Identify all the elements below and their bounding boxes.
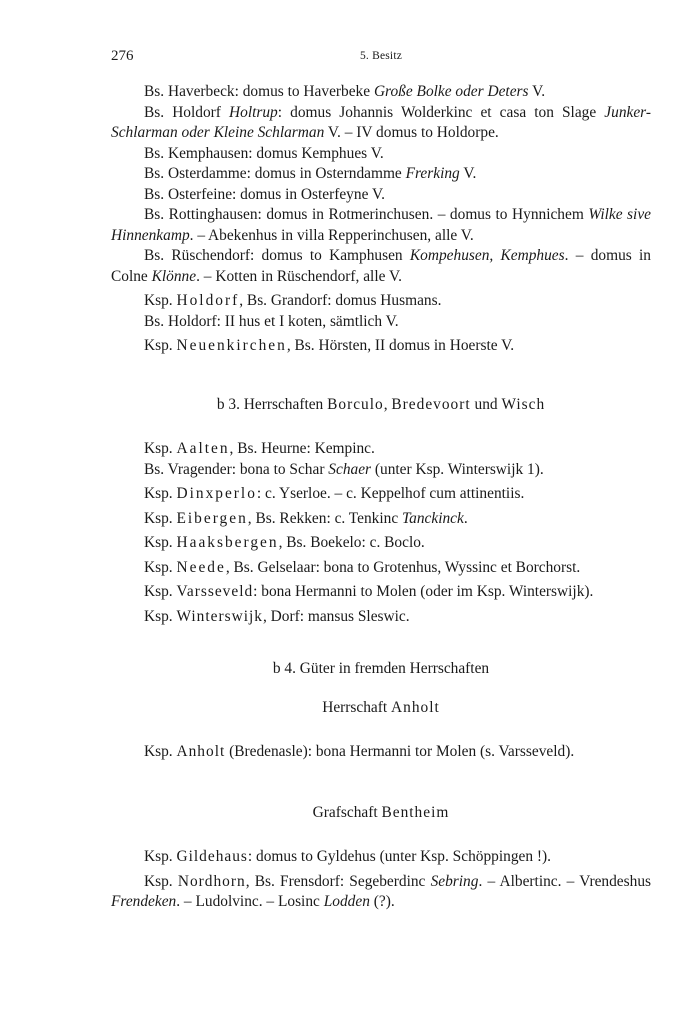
place-name: Neuenkirchen	[176, 337, 287, 354]
place-name: Holdorf	[176, 292, 240, 309]
entry-vragender: Bs. Vragender: bona to Schar Schaer (unter Ksp. Winterswijk 1).	[144, 460, 544, 478]
entry-aalten: Ksp. Aalten, Bs. Heurne: Kempinc.	[144, 440, 375, 457]
entry-neuenkirchen: Ksp. Neuenkirchen, Bs. Hörsten, II domus in Hoerste V.	[144, 337, 515, 354]
entry-eibergen: Ksp. Eibergen, Bs. Rekken: c. Tenkinc Tanckinck.	[144, 509, 468, 527]
page-header	[111, 48, 651, 70]
entry-dinxperlo: Ksp. Dinxperlo: c. Yserloe. – c. Keppelhof cum attinentiis.	[144, 485, 525, 502]
entry-osterdamme: Bs. Osterdamme: domus in Osterndamme Frerking V.	[144, 165, 477, 182]
subheading-anholt: Herrschaft Anholt	[322, 698, 440, 716]
entry-rottinghausen: Bs. Rottinghausen: domus in Rotmerinchusen. – domus to Hynnichem Wilke sive Hinnenkamp. – Abekenhus in villa Repperinchusen, alle V.	[111, 206, 651, 244]
entry-kemphausen: Bs. Kemphausen: domus Kemphues V.	[144, 144, 384, 162]
entry-nordhorn: Ksp. Nordhorn, Bs. Frensdorf: Segeberdinc Sebring. – Albertinc. – Vrendeshus Frendeken. – Ludolvinc. – Losinc Lodden (?).	[111, 872, 651, 910]
entry-rueschendorf: Bs. Rüschendorf: domus to Kamphusen Kompehusen, Kemphues. – domus in Colne Klönne. – Kotten in Rüschendorf, alle V.	[111, 247, 651, 285]
body-text	[111, 82, 651, 913]
running-head: 5. Besitz	[359, 50, 403, 62]
entry-varsseveld: Ksp. Varsseveld: bona Hermanni to Molen (oder im Ksp. Winterswijk).	[144, 583, 594, 600]
entry-osterfeine: Bs. Osterfeine: domus in Osterfeyne V.	[144, 185, 385, 203]
entry-holdorf-hus: Bs. Holdorf: II hus et I koten, sämtlich V.	[144, 312, 399, 330]
entry-neede: Ksp. Neede, Bs. Gelselaar: bona to Grotenhus, Wyssinc et Borchorst.	[144, 558, 581, 576]
entry-gildehaus: Ksp. Gildehaus: domus to Gyldehus (unter Ksp. Schöppingen !).	[144, 848, 551, 865]
page-number: 276	[111, 48, 134, 64]
entry-holdorf: Bs. Holdorf Holtrup: domus Johannis Wolderkinc et casa ton Slage Junker-Schlarman oder Kleine Schlarman V. – IV domus to Holdorpe.	[111, 103, 651, 141]
subheading-bentheim: Grafschaft Bentheim	[312, 803, 450, 821]
entry-ksp-holdorf: Ksp. Holdorf, Bs. Grandorf: domus Husmans.	[144, 292, 442, 309]
section-heading-b4: b 4. Güter in fremden Herrschaften	[272, 660, 490, 677]
entry-winterswijk: Ksp. Winterswijk, Dorf: mansus Sleswic.	[144, 607, 410, 625]
entry-anholt: Ksp. Anholt (Bredenasle): bona Hermanni tor Molen (s. Varsseveld).	[144, 743, 575, 760]
entry-haaksbergen: Ksp. Haaksbergen, Bs. Boekelo: c. Boclo.	[144, 534, 425, 551]
section-heading-b3: b 3. Herrschaften Borculo, Bredevoort und Wisch	[216, 395, 546, 413]
entry-haverbeck: Bs. Haverbeck: domus to Haverbeke Große Bolke oder Deters V.	[144, 83, 546, 100]
